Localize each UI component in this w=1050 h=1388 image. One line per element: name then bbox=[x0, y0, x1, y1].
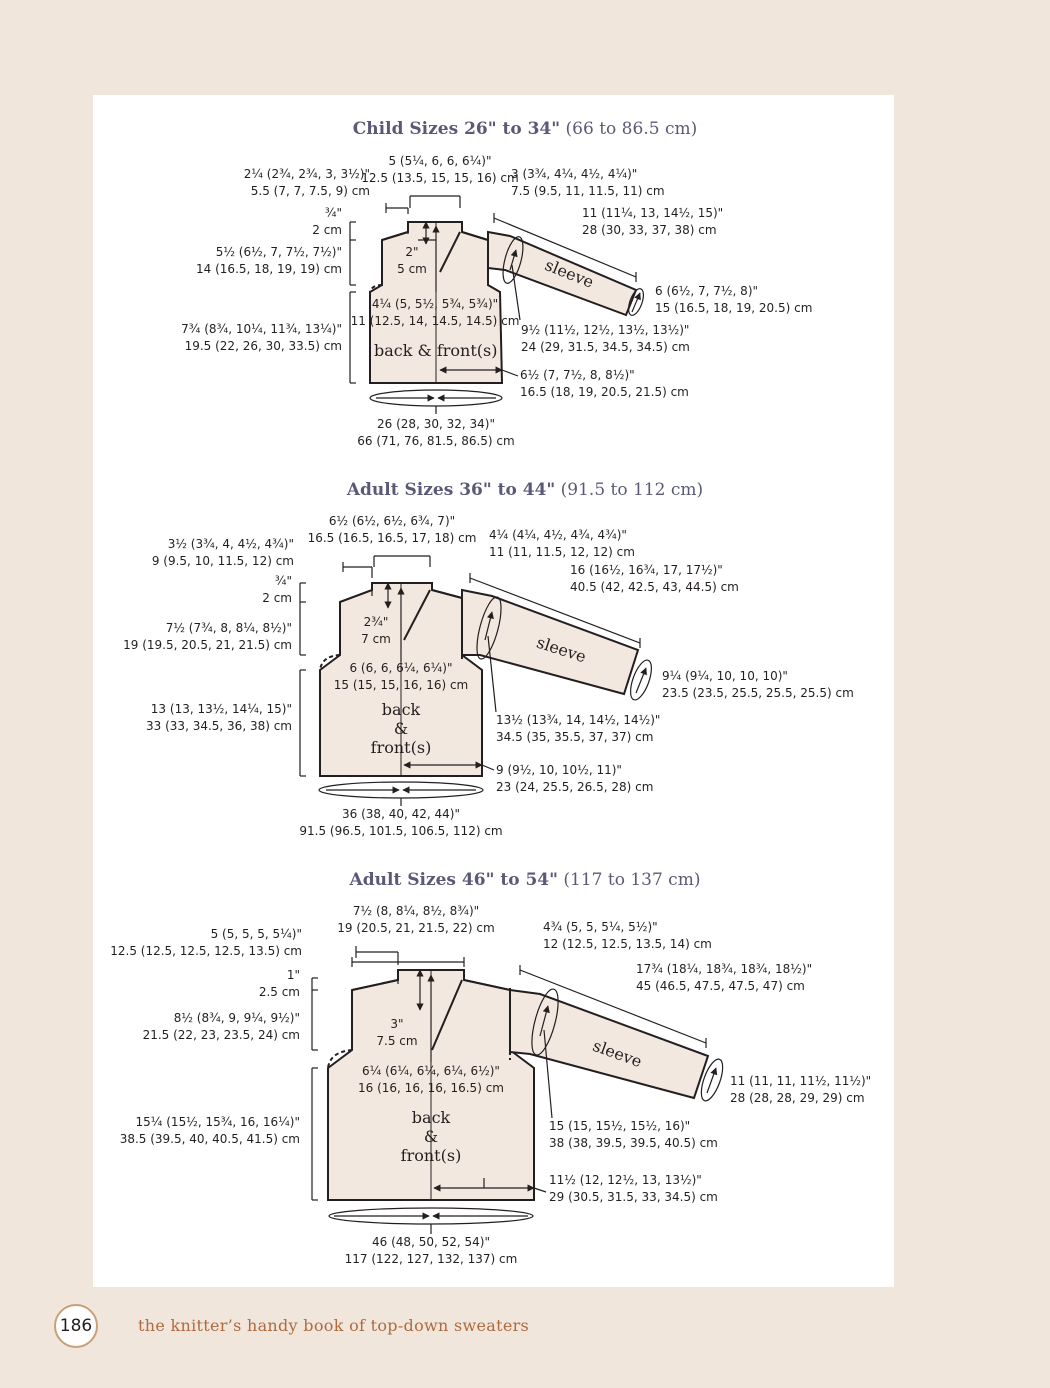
shoulder-dimension: 4¾ (5, 5, 5¼, 5½)" 12 (12.5, 12.5, 13.5, 14) cm bbox=[543, 920, 712, 951]
sleeve-label: sleeve bbox=[542, 255, 597, 292]
body-length-dimension: 7¾ (8¾, 10¼, 11¾, 13¼)" 19.5 (22, 26, 30, 33.5) cm bbox=[181, 322, 342, 353]
body-label-line-1: back bbox=[381, 700, 421, 719]
sleeve-label: sleeve bbox=[590, 1035, 645, 1072]
front-half-width-dimension: 9 (9½, 10, 10½, 11)" 23 (24, 25.5, 26.5, 28) cm bbox=[496, 763, 654, 794]
sleeve-label: sleeve bbox=[534, 632, 589, 667]
body-length-dimension: 15¼ (15½, 15¾, 16, 16¼)" 38.5 (39.5, 40, 40.5, 41.5) cm bbox=[119, 1115, 300, 1146]
upper-arm-dimension: 15 (15, 15½, 15½, 16)" 38 (38, 39.5, 39.5, 40.5) cm bbox=[549, 1119, 718, 1150]
chest-dimension: 26 (28, 30, 32, 34)" 66 (71, 76, 81.5, 86.5) cm bbox=[357, 417, 515, 448]
body-label-line-3: front(s) bbox=[400, 1146, 462, 1165]
body-label-line-2: & bbox=[423, 1127, 439, 1146]
upper-arm-dimension: 13½ (13¾, 14, 14½, 14½)" 34.5 (35, 35.5, 37, 37) cm bbox=[496, 713, 661, 744]
upper-arm-dimension: 9½ (11½, 12½, 13½, 13½)" 24 (29, 31.5, 34.5, 34.5) cm bbox=[521, 323, 690, 354]
back-neck-dimension: 3½ (3¾, 4, 4½, 4¾)" 9 (9.5, 10, 11.5, 12) cm bbox=[151, 537, 294, 568]
body-label-line-2: & bbox=[393, 719, 409, 738]
neck-drop-dimension: ¾" 2 cm bbox=[262, 574, 292, 605]
front-drop-dimension: 2¾" 7 cm bbox=[361, 615, 391, 646]
diagram-title-child: Child Sizes 26" to 34" (66 to 86.5 cm) bbox=[352, 119, 698, 139]
yoke-depth-dimension: 4¼ (5, 5½, 5¾, 5¾)" 11 (12.5, 14, 14.5, 14.5) cm bbox=[350, 297, 520, 328]
chest-dimension: 46 (48, 50, 52, 54)" 117 (122, 127, 132, 137) cm bbox=[344, 1235, 518, 1266]
front-neck-dimension: 6½ (6½, 6½, 6¾, 7)" 16.5 (16.5, 16.5, 17, 18) cm bbox=[307, 514, 477, 545]
yoke-depth-dimension: 6¼ (6¼, 6¼, 6¼, 6½)" 16 (16, 16, 16, 16.5) cm bbox=[358, 1064, 504, 1095]
body-length-dimension: 13 (13, 13½, 14¼, 15)" 33 (33, 34.5, 36, 38) cm bbox=[146, 702, 292, 733]
armhole-depth-dimension: 8½ (8¾, 9, 9¼, 9½)" 21.5 (22, 23, 23.5, 24) cm bbox=[142, 1011, 300, 1042]
diagram-title-adult-36-44: Adult Sizes 36" to 44" (91.5 to 112 cm) bbox=[346, 480, 704, 500]
body-label-line-3: front(s) bbox=[370, 738, 432, 757]
neck-drop-dimension: ¾" 2 cm bbox=[312, 206, 342, 237]
page-number: 186 bbox=[54, 1304, 98, 1348]
diagram-title-adult-46-54: Adult Sizes 46" to 54" (117 to 137 cm) bbox=[349, 870, 701, 890]
body-label-line-1: back bbox=[411, 1108, 451, 1127]
sleeve-length-dimension: 11 (11¼, 13, 14½, 15)" 28 (30, 33, 37, 38) cm bbox=[582, 206, 724, 237]
back-neck-dimension: 5 (5, 5, 5, 5¼)" 12.5 (12.5, 12.5, 12.5, 13.5) cm bbox=[110, 927, 302, 958]
neck-drop-dimension: 1" 2.5 cm bbox=[258, 968, 300, 999]
running-title: the knitter’s handy book of top-down sweaters bbox=[138, 1316, 530, 1335]
cuff-dimension: 11 (11, 11, 11½, 11½)" 28 (28, 28, 29, 29) cm bbox=[730, 1074, 872, 1105]
cuff-dimension: 6 (6½, 7, 7½, 8)" 15 (16.5, 18, 19, 20.5) cm bbox=[655, 284, 813, 315]
shoulder-dimension: 4¼ (4¼, 4½, 4¾, 4¾)" 11 (11, 11.5, 12, 12) cm bbox=[489, 528, 635, 559]
cuff-dimension: 9¼ (9¼, 10, 10, 10)" 23.5 (23.5, 25.5, 25.5, 25.5) cm bbox=[662, 669, 854, 700]
front-drop-dimension: 3" 7.5 cm bbox=[376, 1017, 418, 1048]
front-neck-dimension: 5 (5¼, 6, 6, 6¼)" 12.5 (13.5, 15, 15, 16) cm bbox=[361, 154, 519, 185]
body-label: back & front(s) bbox=[374, 341, 498, 360]
sleeve-length-dimension: 17¾ (18¼, 18¾, 18¾, 18½)" 45 (46.5, 47.5, 47.5, 47) cm bbox=[636, 962, 813, 993]
yoke-depth-dimension: 6 (6, 6, 6¼, 6¼)" 15 (15, 15, 16, 16) cm bbox=[333, 661, 469, 692]
armhole-depth-dimension: 5½ (6½, 7, 7½, 7½)" 14 (16.5, 18, 19, 19) cm bbox=[196, 245, 342, 276]
shoulder-dimension: 3 (3¾, 4¼, 4½, 4¼)" 7.5 (9.5, 11, 11.5, 11) cm bbox=[511, 167, 665, 198]
back-neck-dimension: 2¼ (2¾, 2¾, 3, 3½)" 5.5 (7, 7, 7.5, 9) cm bbox=[243, 167, 370, 198]
chest-dimension: 36 (38, 40, 42, 44)" 91.5 (96.5, 101.5, 106.5, 112) cm bbox=[299, 807, 503, 838]
armhole-depth-dimension: 7½ (7¾, 8, 8¼, 8½)" 19 (19.5, 20.5, 21, 21.5) cm bbox=[123, 621, 292, 652]
front-drop-dimension: 2" 5 cm bbox=[397, 245, 427, 276]
sleeve-length-dimension: 16 (16½, 16¾, 17, 17½)" 40.5 (42, 42.5, 43, 44.5) cm bbox=[570, 563, 739, 594]
front-neck-dimension: 7½ (8, 8¼, 8½, 8¾)" 19 (20.5, 21, 21.5, 22) cm bbox=[337, 904, 495, 935]
front-half-width-dimension: 11½ (12, 12½, 13, 13½)" 29 (30.5, 31.5, 33, 34.5) cm bbox=[549, 1173, 718, 1204]
front-half-width-dimension: 6½ (7, 7½, 8, 8½)" 16.5 (18, 19, 20.5, 21.5) cm bbox=[520, 368, 689, 399]
